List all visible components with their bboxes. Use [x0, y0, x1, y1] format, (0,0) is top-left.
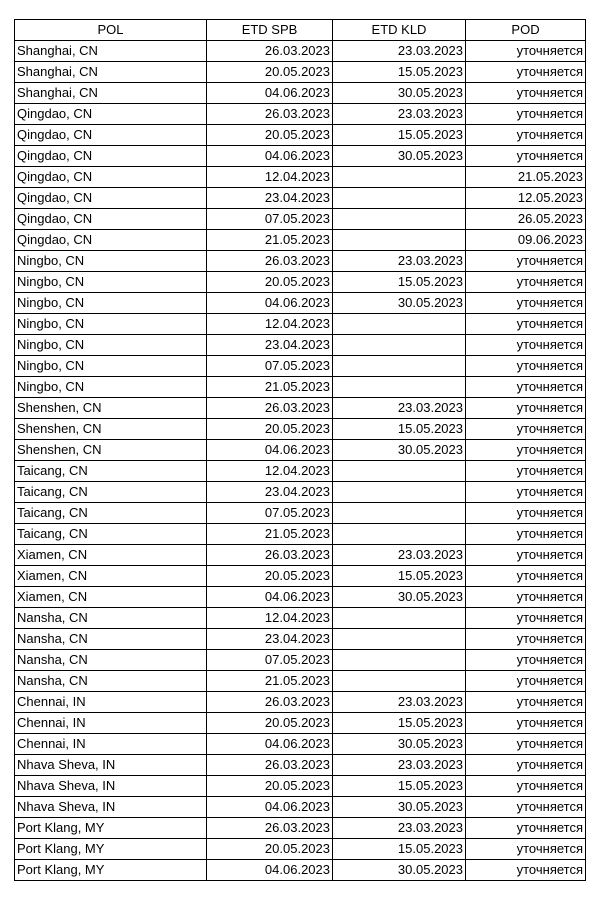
table-row — [15, 839, 586, 860]
pol-cell: Qingdao, CN — [15, 230, 207, 251]
pol-cell: Taicang, CN — [15, 461, 207, 482]
table-row — [15, 650, 586, 671]
pol-cell: Shenshen, CN — [15, 419, 207, 440]
table-row — [15, 104, 586, 125]
pol-cell: Nansha, CN — [15, 629, 207, 650]
table-row — [15, 146, 586, 167]
table-row — [15, 692, 586, 713]
pod-cell: 21.05.2023 — [466, 167, 586, 188]
etd-kld-cell: 30.05.2023 — [333, 860, 466, 881]
table-row — [15, 461, 586, 482]
pod-cell: уточняется — [466, 776, 586, 797]
etd-spb-cell: 20.05.2023 — [207, 419, 333, 440]
etd-kld-cell — [333, 188, 466, 209]
etd-spb-cell: 23.04.2023 — [207, 629, 333, 650]
etd-spb-cell: 04.06.2023 — [207, 734, 333, 755]
pol-cell: Qingdao, CN — [15, 104, 207, 125]
etd-spb-cell: 26.03.2023 — [207, 398, 333, 419]
table-row — [15, 251, 586, 272]
pol-cell: Taicang, CN — [15, 482, 207, 503]
pod-cell: 09.06.2023 — [466, 230, 586, 251]
etd-kld-cell — [333, 356, 466, 377]
pol-cell: Shanghai, CN — [15, 62, 207, 83]
etd-kld-cell: 30.05.2023 — [333, 146, 466, 167]
pod-cell: уточняется — [466, 398, 586, 419]
pol-cell: Nhava Sheva, IN — [15, 797, 207, 818]
etd-spb-cell: 21.05.2023 — [207, 524, 333, 545]
header-etd-kld: ETD KLD — [333, 20, 466, 41]
pod-cell: 12.05.2023 — [466, 188, 586, 209]
etd-spb-cell: 20.05.2023 — [207, 566, 333, 587]
etd-spb-cell: 26.03.2023 — [207, 755, 333, 776]
table-row — [15, 671, 586, 692]
table-row — [15, 524, 586, 545]
pol-cell: Xiamen, CN — [15, 587, 207, 608]
table-row — [15, 629, 586, 650]
etd-kld-cell — [333, 482, 466, 503]
etd-kld-cell — [333, 377, 466, 398]
etd-spb-cell: 21.05.2023 — [207, 230, 333, 251]
pod-cell: уточняется — [466, 566, 586, 587]
pod-cell: уточняется — [466, 608, 586, 629]
etd-kld-cell: 15.05.2023 — [333, 62, 466, 83]
header-pod: POD — [466, 20, 586, 41]
table-row — [15, 314, 586, 335]
etd-spb-cell: 20.05.2023 — [207, 62, 333, 83]
etd-kld-cell — [333, 230, 466, 251]
etd-kld-cell: 15.05.2023 — [333, 713, 466, 734]
pod-cell: уточняется — [466, 356, 586, 377]
etd-kld-cell: 15.05.2023 — [333, 839, 466, 860]
etd-kld-cell — [333, 209, 466, 230]
etd-kld-cell: 23.03.2023 — [333, 818, 466, 839]
etd-kld-cell: 30.05.2023 — [333, 797, 466, 818]
pod-cell: уточняется — [466, 251, 586, 272]
etd-spb-cell: 04.06.2023 — [207, 797, 333, 818]
etd-spb-cell: 23.04.2023 — [207, 188, 333, 209]
pod-cell: уточняется — [466, 797, 586, 818]
pod-cell: уточняется — [466, 818, 586, 839]
etd-kld-cell: 30.05.2023 — [333, 587, 466, 608]
etd-spb-cell: 21.05.2023 — [207, 377, 333, 398]
etd-kld-cell: 23.03.2023 — [333, 41, 466, 62]
etd-spb-cell: 12.04.2023 — [207, 314, 333, 335]
pol-cell: Nansha, CN — [15, 608, 207, 629]
etd-spb-cell: 07.05.2023 — [207, 650, 333, 671]
schedule-table — [14, 19, 586, 881]
etd-spb-cell: 04.06.2023 — [207, 146, 333, 167]
pol-cell: Shenshen, CN — [15, 398, 207, 419]
pod-cell: уточняется — [466, 62, 586, 83]
pol-cell: Taicang, CN — [15, 524, 207, 545]
pol-cell: Ningbo, CN — [15, 314, 207, 335]
table-row — [15, 503, 586, 524]
etd-spb-cell: 12.04.2023 — [207, 461, 333, 482]
table-row — [15, 818, 586, 839]
pol-cell: Ningbo, CN — [15, 356, 207, 377]
pod-cell: уточняется — [466, 272, 586, 293]
etd-spb-cell: 04.06.2023 — [207, 293, 333, 314]
etd-spb-cell: 26.03.2023 — [207, 818, 333, 839]
pol-cell: Qingdao, CN — [15, 125, 207, 146]
etd-kld-cell: 15.05.2023 — [333, 272, 466, 293]
etd-kld-cell — [333, 503, 466, 524]
table-row — [15, 62, 586, 83]
pod-cell: уточняется — [466, 734, 586, 755]
etd-kld-cell — [333, 629, 466, 650]
header-row — [15, 20, 586, 41]
pol-cell: Ningbo, CN — [15, 251, 207, 272]
pod-cell: уточняется — [466, 125, 586, 146]
pol-cell: Qingdao, CN — [15, 209, 207, 230]
pod-cell: уточняется — [466, 419, 586, 440]
table-row — [15, 755, 586, 776]
pod-cell: уточняется — [466, 293, 586, 314]
pol-cell: Ningbo, CN — [15, 272, 207, 293]
table-row — [15, 419, 586, 440]
table-row — [15, 860, 586, 881]
table-row — [15, 713, 586, 734]
pol-cell: Port Klang, MY — [15, 839, 207, 860]
etd-kld-cell: 15.05.2023 — [333, 566, 466, 587]
etd-spb-cell: 21.05.2023 — [207, 671, 333, 692]
etd-kld-cell: 15.05.2023 — [333, 125, 466, 146]
etd-spb-cell: 23.04.2023 — [207, 335, 333, 356]
table-row — [15, 167, 586, 188]
pod-cell: уточняется — [466, 104, 586, 125]
table-row — [15, 440, 586, 461]
table-row — [15, 188, 586, 209]
table-header — [15, 20, 586, 41]
pod-cell: уточняется — [466, 692, 586, 713]
pod-cell: уточняется — [466, 671, 586, 692]
pod-cell: уточняется — [466, 83, 586, 104]
table-row — [15, 734, 586, 755]
pol-cell: Qingdao, CN — [15, 167, 207, 188]
etd-spb-cell: 23.04.2023 — [207, 482, 333, 503]
etd-spb-cell: 26.03.2023 — [207, 545, 333, 566]
etd-kld-cell — [333, 461, 466, 482]
table-row — [15, 377, 586, 398]
pol-cell: Taicang, CN — [15, 503, 207, 524]
table-row — [15, 125, 586, 146]
pod-cell: уточняется — [466, 860, 586, 881]
table-row — [15, 293, 586, 314]
etd-spb-cell: 12.04.2023 — [207, 608, 333, 629]
etd-kld-cell — [333, 167, 466, 188]
pol-cell: Shanghai, CN — [15, 83, 207, 104]
etd-spb-cell: 04.06.2023 — [207, 440, 333, 461]
pod-cell: уточняется — [466, 440, 586, 461]
etd-spb-cell: 20.05.2023 — [207, 125, 333, 146]
pod-cell: уточняется — [466, 755, 586, 776]
etd-kld-cell: 30.05.2023 — [333, 293, 466, 314]
etd-kld-cell — [333, 524, 466, 545]
pod-cell: уточняется — [466, 524, 586, 545]
table-row — [15, 482, 586, 503]
etd-spb-cell: 26.03.2023 — [207, 251, 333, 272]
etd-spb-cell: 20.05.2023 — [207, 776, 333, 797]
pol-cell: Xiamen, CN — [15, 545, 207, 566]
table-row — [15, 398, 586, 419]
etd-kld-cell — [333, 314, 466, 335]
pod-cell: уточняется — [466, 839, 586, 860]
etd-kld-cell: 30.05.2023 — [333, 440, 466, 461]
table-row — [15, 797, 586, 818]
table-row — [15, 83, 586, 104]
pod-cell: уточняется — [466, 335, 586, 356]
etd-spb-cell: 04.06.2023 — [207, 860, 333, 881]
etd-spb-cell: 07.05.2023 — [207, 356, 333, 377]
pol-cell: Shanghai, CN — [15, 41, 207, 62]
pod-cell: уточняется — [466, 629, 586, 650]
pod-cell: уточняется — [466, 587, 586, 608]
etd-kld-cell: 23.03.2023 — [333, 755, 466, 776]
etd-kld-cell: 23.03.2023 — [333, 104, 466, 125]
pod-cell: уточняется — [466, 503, 586, 524]
table-row — [15, 41, 586, 62]
etd-spb-cell: 26.03.2023 — [207, 41, 333, 62]
pod-cell: уточняется — [466, 461, 586, 482]
etd-kld-cell — [333, 650, 466, 671]
etd-spb-cell: 07.05.2023 — [207, 503, 333, 524]
pol-cell: Port Klang, MY — [15, 860, 207, 881]
table-row — [15, 230, 586, 251]
pol-cell: Chennai, IN — [15, 734, 207, 755]
table-row — [15, 335, 586, 356]
table-row — [15, 545, 586, 566]
pod-cell: уточняется — [466, 146, 586, 167]
table-row — [15, 209, 586, 230]
header-pol: POL — [15, 20, 207, 41]
etd-kld-cell — [333, 608, 466, 629]
etd-spb-cell: 20.05.2023 — [207, 713, 333, 734]
etd-spb-cell: 12.04.2023 — [207, 167, 333, 188]
pol-cell: Ningbo, CN — [15, 377, 207, 398]
etd-kld-cell: 15.05.2023 — [333, 776, 466, 797]
pol-cell: Qingdao, CN — [15, 146, 207, 167]
header-etd-spb: ETD SPB — [207, 20, 333, 41]
pol-cell: Ningbo, CN — [15, 293, 207, 314]
etd-kld-cell: 30.05.2023 — [333, 83, 466, 104]
pol-cell: Chennai, IN — [15, 713, 207, 734]
table-row — [15, 566, 586, 587]
etd-kld-cell — [333, 335, 466, 356]
pol-cell: Nhava Sheva, IN — [15, 776, 207, 797]
etd-spb-cell: 04.06.2023 — [207, 83, 333, 104]
etd-kld-cell: 23.03.2023 — [333, 692, 466, 713]
pod-cell: уточняется — [466, 545, 586, 566]
etd-kld-cell: 23.03.2023 — [333, 398, 466, 419]
etd-spb-cell: 07.05.2023 — [207, 209, 333, 230]
etd-kld-cell: 15.05.2023 — [333, 419, 466, 440]
table-row — [15, 587, 586, 608]
etd-kld-cell — [333, 671, 466, 692]
pol-cell: Nansha, CN — [15, 650, 207, 671]
etd-spb-cell: 26.03.2023 — [207, 104, 333, 125]
pol-cell: Nhava Sheva, IN — [15, 755, 207, 776]
table-row — [15, 608, 586, 629]
table-body — [15, 41, 586, 881]
pod-cell: уточняется — [466, 713, 586, 734]
pol-cell: Shenshen, CN — [15, 440, 207, 461]
pol-cell: Chennai, IN — [15, 692, 207, 713]
etd-kld-cell: 30.05.2023 — [333, 734, 466, 755]
etd-spb-cell: 20.05.2023 — [207, 839, 333, 860]
etd-kld-cell: 23.03.2023 — [333, 545, 466, 566]
etd-spb-cell: 26.03.2023 — [207, 692, 333, 713]
pod-cell: уточняется — [466, 482, 586, 503]
pod-cell: уточняется — [466, 41, 586, 62]
pol-cell: Nansha, CN — [15, 671, 207, 692]
table-row — [15, 272, 586, 293]
pol-cell: Ningbo, CN — [15, 335, 207, 356]
etd-spb-cell: 04.06.2023 — [207, 587, 333, 608]
etd-kld-cell: 23.03.2023 — [333, 251, 466, 272]
pod-cell: 26.05.2023 — [466, 209, 586, 230]
pod-cell: уточняется — [466, 650, 586, 671]
pod-cell: уточняется — [466, 377, 586, 398]
table-row — [15, 356, 586, 377]
pod-cell: уточняется — [466, 314, 586, 335]
pol-cell: Port Klang, MY — [15, 818, 207, 839]
etd-spb-cell: 20.05.2023 — [207, 272, 333, 293]
pol-cell: Qingdao, CN — [15, 188, 207, 209]
pol-cell: Xiamen, CN — [15, 566, 207, 587]
table-row — [15, 776, 586, 797]
